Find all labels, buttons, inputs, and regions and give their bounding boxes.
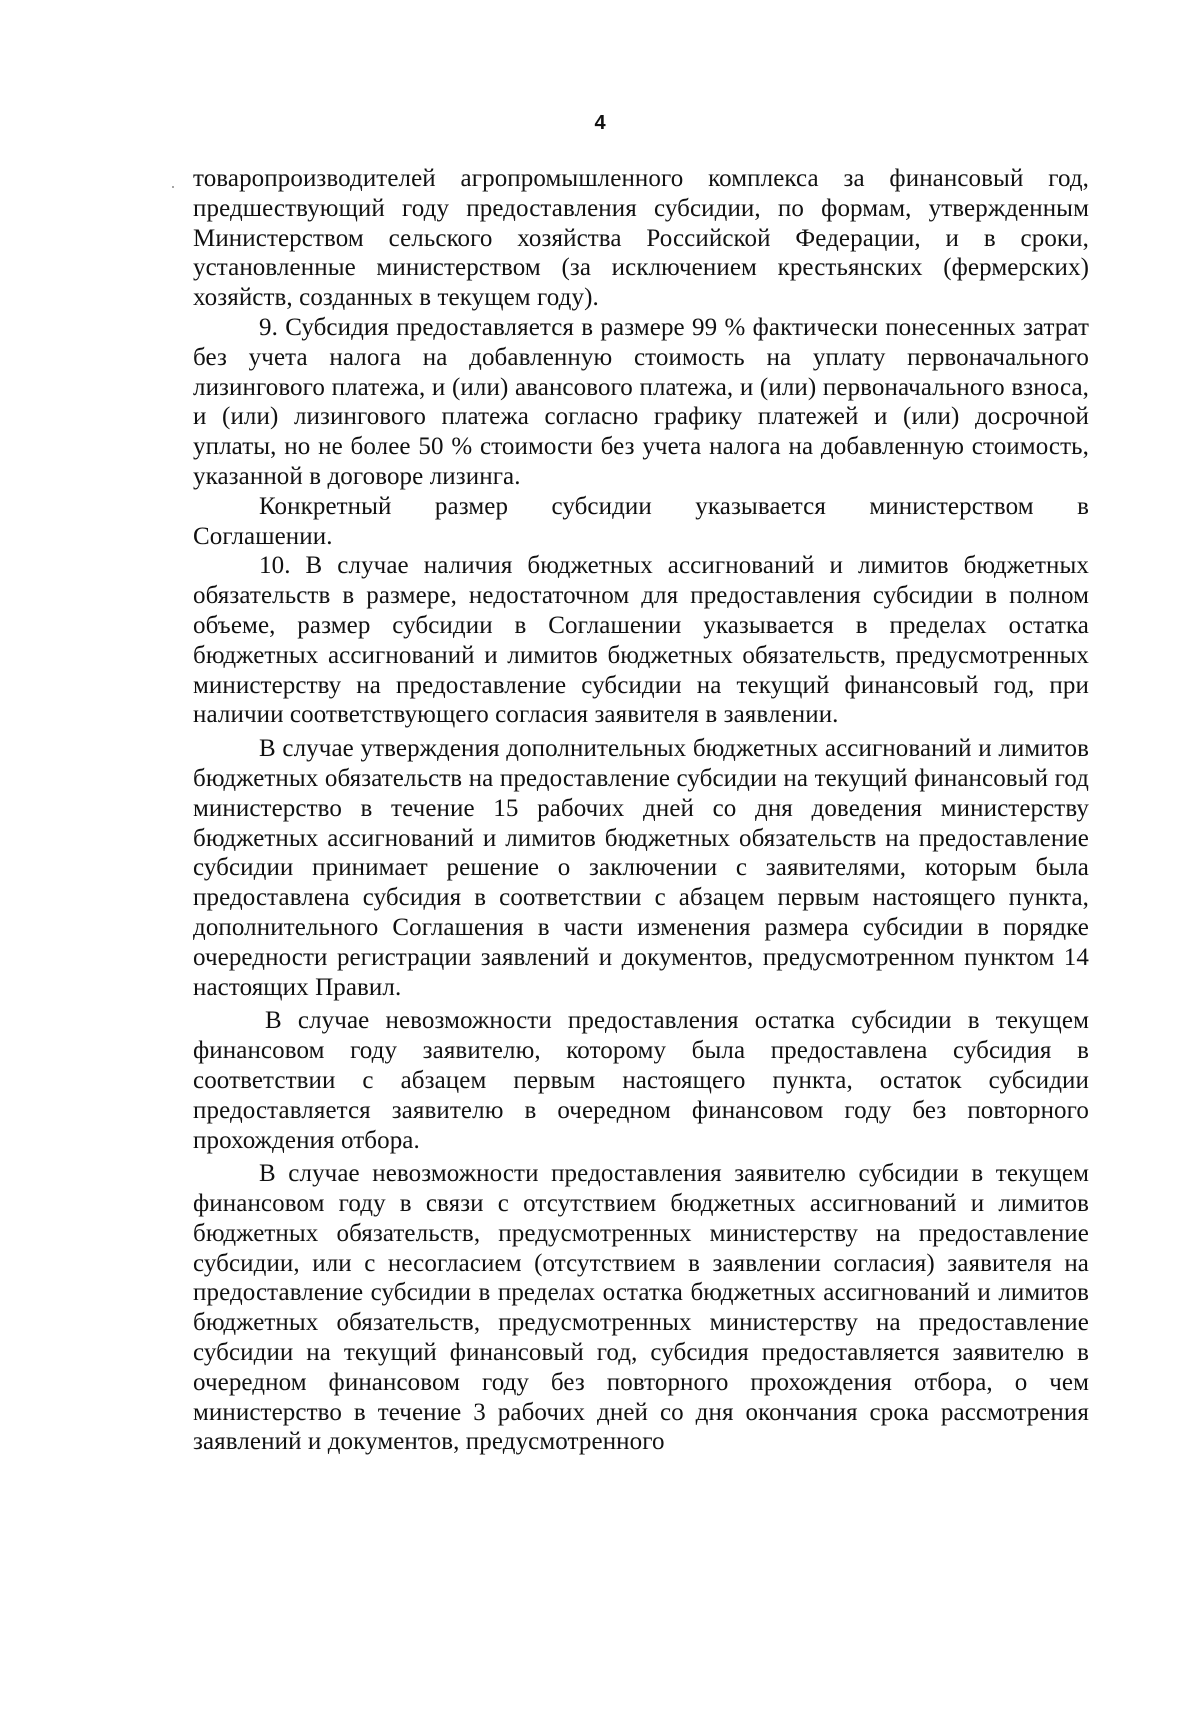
paragraph-continuation: товаропроизводителей агропромышленного комплекса за финансовый год, предшествующий году предоставления субсидии, по формам, утвержденным Министерством сельского хозяйства Российской Федерации, и в сроки, установленные министерством (за исключением крестьянских (фермерских) хозяйств, созданных в текущем году).	[193, 165, 1089, 312]
paragraph-item-9-size-line2: Соглашении.	[193, 522, 333, 550]
paragraph-item-9: 9. Субсидия предоставляется в размере 99 % фактически понесенных затрат без учета налога на добавленную стоимость на уплату первоначального лизингового платежа, и (или) авансового платежа, и (или) первоначального взноса, и (или) лизингового платежа согласно графику платежей и (или) досрочной уплаты, но не более 50 % стоимости без учета налога на добавленную стоимость, указанной в договоре лизинга.	[193, 313, 1089, 490]
page-number: 4	[594, 112, 606, 134]
paragraph-item-10-remainder: В случае невозможности предоставления остатка субсидии в текущем финансовом году заявителю, которому была предоставлена субсидия в соответствии с абзацем первым настоящего пункта, остаток субсидии предоставляется заявителю в очередном финансовом году без повторного прохождения отбора.	[193, 1007, 1089, 1154]
document-body	[193, 164, 1089, 1457]
scan-speck	[172, 186, 174, 188]
paragraph-item-10: 10. В случае наличия бюджетных ассигнований и лимитов бюджетных обязательств в размере, недостаточном для предоставления субсидии в полном объеме, размер субсидии в Соглашении указывается в пределах остатка бюджетных ассигнований и лимитов бюджетных обязательств, предусмотренных министерству на предоставление субсидии на текущий финансовый год, при наличии соответствующего согласия заявителя в заявлении.	[193, 552, 1089, 729]
paragraph-item-10-additional: В случае утверждения дополнительных бюджетных ассигнований и лимитов бюджетных обязательств на предоставление субсидии на текущий финансовый год министерство в течение 15 рабочих дней со дня доведения министерству бюджетных ассигнований и лимитов бюджетных обязательств на предоставление субсидии принимает решение о заключении с заявителями, которым была предоставлена субсидия в соответствии с абзацем первым настоящего пункта, дополнительного Соглашения в части изменения размера субсидии в порядке очередности регистрации заявлений и документов, предусмотренном пунктом 14 настоящих Правил.	[193, 735, 1089, 1001]
paragraph-item-9-size-line1: Конкретный размер субсидии указывается министерством в	[259, 492, 1089, 520]
paragraph-item-10-impossibility: В случае невозможности предоставления заявителю субсидии в текущем финансовом году в связи с отсутствием бюджетных ассигнований и лимитов бюджетных обязательств, предусмотренных министерству на предоставление субсидии, или с несогласием (отсутствием в заявлении согласия) заявителя на предоставление субсидии в пределах остатка бюджетных ассигнований и лимитов бюджетных обязательств, предусмотренных министерству на предоставление субсидии на текущий финансовый год, субсидия предоставляется заявителю в очередном финансовом году без повторного прохождения отбора, о чем министерство в течение 3 рабочих дней со дня окончания срока рассмотрения заявлений и документов, предусмотренного	[193, 1160, 1089, 1456]
